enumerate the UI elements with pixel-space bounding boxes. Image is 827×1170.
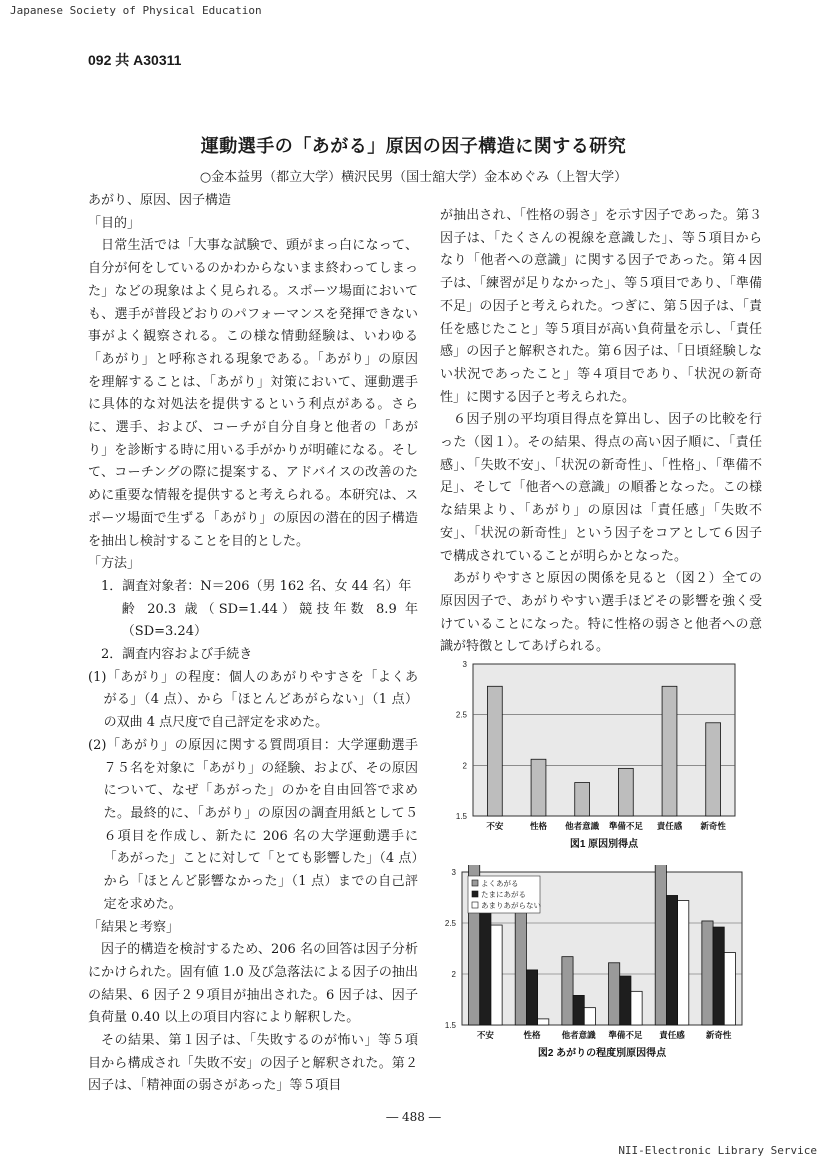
bar-2 [666,895,677,1025]
y-tick-label: 2 [462,761,467,771]
method-procedure-heading: 2．調査内容および手続き [101,647,253,663]
figure-2 [432,865,750,1070]
bar-1 [515,901,526,1025]
bar [487,686,502,816]
plot-area [473,664,735,816]
bar-3 [538,1019,549,1025]
y-tick-label: 3 [462,660,467,669]
bar-1 [609,963,620,1025]
paragraph-relationship: あがりやすさと原因の関係を見ると（図２）全ての原因因子で、あがりやすい選手ほどその影響を強く受けていることになった。特に性格の弱さと他者への意識が特徴としてあげられる。 [440,571,762,655]
paragraph-comparison: ６因子別の平均項目得点を算出し、因子の比較を行った（図１）。その結果、得点の高い因子順に、「責任感」、「失敗不安」、「状況の新奇性」、「性格」、「準備不足」、そして「他者への意識」の順番となった。この様な結果より、「あがり」の原因は「責任感」「失敗不安」、「状況の新奇性」という因子をコアとして６因子で構成されていることが明らかとなった。 [440,412,762,564]
figure-caption: 図2 あがりの程度別原因得点 [537,1048,667,1059]
method-subjects-age: 齢 20.3 歳（SD=1.44）競技年数 8.9 年（SD=3.24） [121,601,418,640]
x-tick-label: 準備不足 [608,821,643,831]
bar-3 [584,1008,595,1025]
legend-swatch [472,880,478,886]
legend-swatch [472,891,478,897]
bar-1 [562,957,573,1025]
heading-results: 「結果と考察」 [88,919,180,935]
x-tick-label: 性格 [529,821,548,831]
method-subjects: 1．調査対象者：N＝206（男 162 名、女 44 名）年 [101,578,412,594]
x-tick-label: 不安 [476,1030,494,1040]
paragraph-results-1: 因子的構造を検討するため、206 名の回答は因子分析にかけられた。固有値 1.0 及び急落法による因子の抽出の結果、6 因子２９項目が抽出された。6 因子は、因子負荷量 0.40 以上の項目内容により解釈した。 [88,942,418,1026]
x-tick-label: 責任感 [659,1030,685,1040]
y-tick-label: 2.5 [444,919,456,928]
right-column [440,205,762,659]
bar [531,759,546,816]
method-item-1: (1)「あがり」の程度：個人のあがりやすさを「よくあがる」（4 点）、から「ほとんどあがらない」（1 点）の双曲 4 点尺度で自己評定を求めた。 [88,669,418,731]
heading-purpose: 「目的」 [88,215,141,231]
x-tick-label: 他者意識 [561,1030,596,1040]
y-tick-label: 1.5 [444,1021,456,1030]
paper-code: 092 共 A30311 [88,52,182,68]
x-tick-label: 不安 [486,821,504,831]
bar-1 [702,921,713,1025]
y-tick-label: 1.5 [455,812,467,821]
library-footer: NII-Electronic Library Service [618,1144,817,1157]
method-item-2: (2)「あがり」の原因に関する質問項目：大学運動選手７５名を対象に「あがり」の経験、および、その原因について、なぜ「あがった」のかを自由回答で求めた。最終的に、「あがり」の原因の調査用紙として５６項目を作成し、新たに 206 名の大学運動選手に「あがった」ことに対して「とても影響した」（4 点）から「ほとんど影響なかった」（1 点）までの自己評定を求めた。 [88,737,418,912]
bar-3 [491,925,502,1025]
y-tick-label: 2.5 [455,710,467,720]
bar-2 [573,995,584,1025]
bar [618,768,633,816]
bar-3 [678,901,689,1025]
y-tick-label: 3 [451,868,456,877]
page-number: ― 488 ― [386,1110,441,1124]
x-tick-label: 他者意識 [565,821,600,831]
authors: ○金本益男（都立大学）横沢民男（国士舘大学）金本めぐみ（上智大学） [199,170,628,185]
paragraph-purpose: 日常生活では「大事な試験で、頭がまっ白になって、自分が何をしているのかわからないまま終わってしまった」などの現象はよく見られる。スポーツ場面においても、選手が普段どおりのパフォーマンスを発揮できない事がよく観察される。この様な情動経験は、いわゆる「あがり」と呼称される現象である。「あがり」の原因を理解することは、「あがり」対策において、運動選手に具体的な対処法を提供するという利点がある。さらに、選手、および、コーチが自分自身と他者の「あがり」を診断する時に用いる手がかりが明確になる。そして、コーチングの際に提案する、アドバイスの改善のために重要な情報を提供すると考えられる。本研究は、スポーツ場面で生ずる「あがり」の原因の潜在的因子構造を抽出し検討することを目的とした。 [88,238,418,549]
legend-swatch [472,902,478,908]
paragraph-results-2: その結果、第１因子は、「失敗するのが怖い」等５項目から構成され「失敗不安」の因子と解釈された。第２因子は、「精神面の弱さがあった」等５項目 [88,1033,418,1094]
journal-header: Japanese Society of Physical Education [10,4,262,17]
legend-label: あまりあがらない [481,901,541,910]
bar [706,723,721,816]
legend-label: よくあがる [481,879,519,888]
bar-2 [713,927,724,1025]
bar-2 [620,976,631,1025]
figure-1 [445,657,745,857]
keywords: あがり、原因、因子構造 [88,193,232,208]
figure-1-chart [445,657,745,857]
left-column [88,190,418,1098]
bar-1 [655,865,666,1025]
y-tick-label: 2 [451,970,456,979]
bar-2 [480,894,491,1025]
bar [662,686,677,816]
paragraph-factors: が抽出され、「性格の弱さ」を示す因子であった。第３因子は、「たくさんの視線を意識した」、等５項目からなり「他者への意識」に関する因子であった。第４因子は、「練習が足りなかった」、等５項目であり、「準備不足」の因子と考えられた。つぎに、第５因子は、「責任を感じたこと」等５項目が高い負荷量を示し、「責任感」の因子と解釈された。第６因子は、「日頃経験しない状況であったこと」等４項目であり、「状況の新奇性」に関する因子と考えられた。 [440,208,762,405]
x-tick-label: 新奇性 [705,1030,732,1040]
legend-label: たまにあがる [481,890,526,899]
x-tick-label: 責任感 [656,821,683,831]
bar-2 [526,970,537,1025]
figure-caption: 図1 原因別得点 [569,839,639,850]
x-tick-label: 準備不足 [608,1030,643,1040]
x-tick-label: 新奇性 [700,821,726,831]
bar-3 [631,991,642,1025]
bar-3 [724,953,735,1025]
heading-method: 「方法」 [88,556,141,572]
bar [575,783,590,816]
figure-2-chart [432,865,750,1070]
paper-title: 運動選手の「あがる」原因の因子構造に関する研究 [200,136,627,157]
x-tick-label: 性格 [523,1030,541,1040]
